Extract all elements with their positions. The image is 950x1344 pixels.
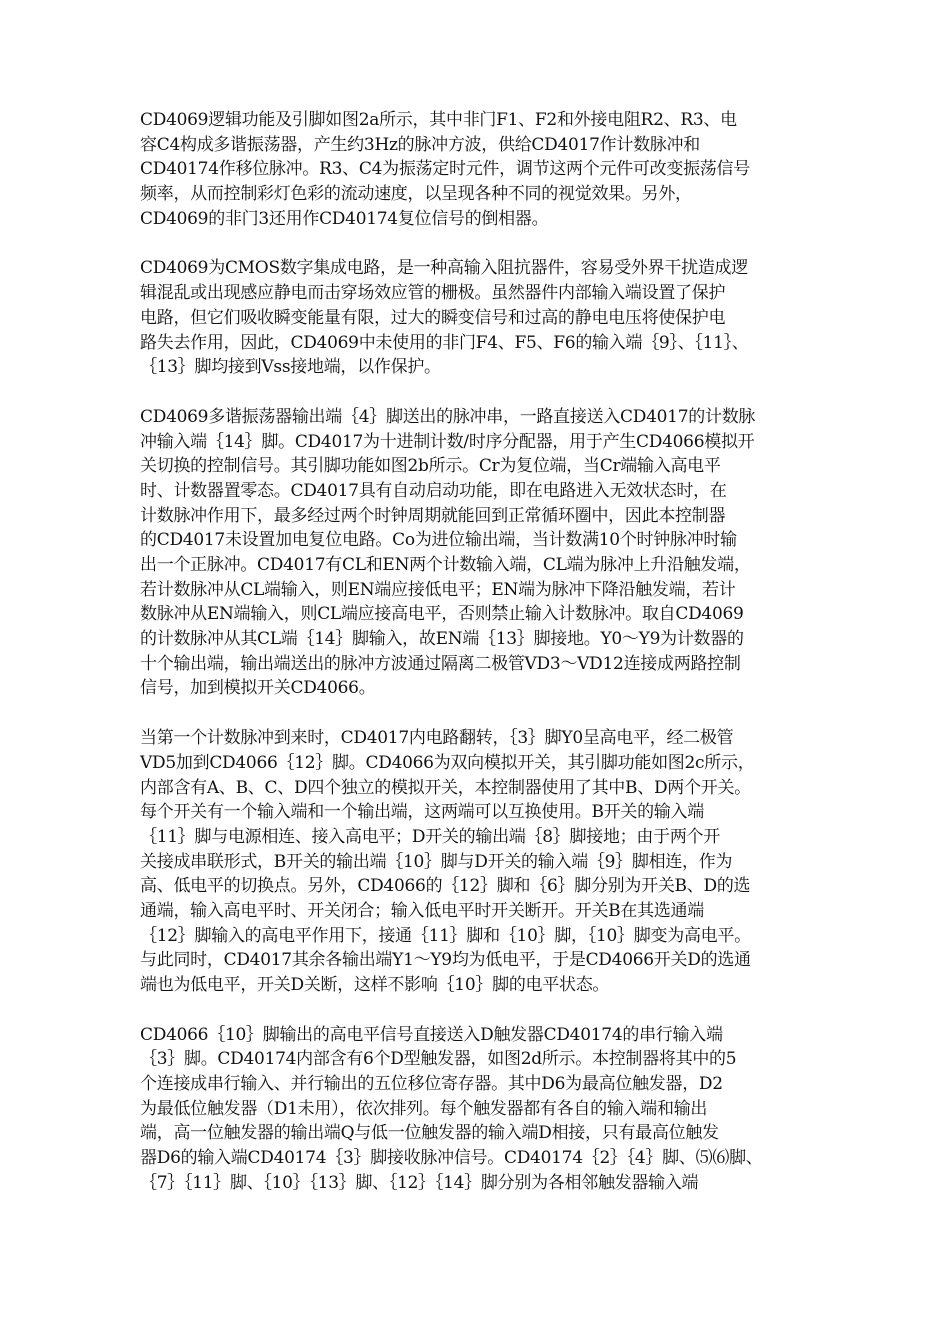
text-line: 时、计数器置零态。CD4017具有自动启动功能，即在电路进入无效状态时，在	[140, 480, 727, 501]
text-line: VD5加到CD4066｛12｝脚。CD4066为双向模拟开关，其引脚功能如图2c所示，	[140, 752, 755, 773]
text-line: 器D6的输入端CD40174｛3｝脚接收脉冲信号。CD40174｛2｝｛4｝脚、⑸⑹脚、	[140, 1148, 763, 1169]
text-line: ｛11｝脚与电源相连、接入高电平；D开关的输出端｛8｝脚接地；由于两个开	[140, 826, 720, 847]
document-body	[140, 108, 830, 1221]
text-line: 每个开关有一个输入端和一个输出端，这两端可以互换使用。B开关的输入端	[140, 802, 704, 823]
text-line: 辑混乱或出现感应静电而击穿场效应管的栅极。虽然器件内部输入端设置了保护	[140, 283, 726, 304]
text-line: 频率，从而控制彩灯色彩的流动速度，以呈现各种不同的视觉效果。另外，	[140, 184, 692, 205]
text-line: 的CD4017未设置加电复位电路。Co为进位输出端，当计数满10个时钟脉冲时输	[140, 530, 737, 551]
text-line: 内部含有A、B、C、D四个独立的模拟开关，本控制器使用了其中B、D两个开关。	[140, 777, 751, 798]
text-line: 高、低电平的切换点。另外，CD4066的｛12｝脚和｛6｝脚分别为开关B、D的选	[140, 876, 751, 897]
text-line: 为最低位触发器（D1未用），依次排列。每个触发器都有各自的输入端和输出	[140, 1098, 708, 1119]
text-line: CD4069的非门3还用作CD40174复位信号的倒相器。	[140, 208, 549, 229]
text-line: 的计数脉冲从其CL端｛14｝脚输入，故EN端｛13｝脚接地。Y0～Y9为计数器的	[140, 629, 744, 650]
text-line: 与此同时，CD4017其余各输出端Y1～Y9均为低电平，于是CD4066开关D的选通	[140, 950, 751, 971]
text-line: 十个输出端，输出端送出的脉冲方波通过隔离二极管VD3～VD12连接成两路控制	[140, 653, 741, 674]
text-line: 当第一个计数脉冲到来时，CD4017内电路翻转，｛3｝脚Y0呈高电平，经二极管	[140, 728, 734, 749]
paragraph-2	[140, 256, 830, 379]
text-line: 个连接成串行输入、并行输出的五位移位寄存器。其中D6为最高位触发器，D2	[140, 1074, 723, 1095]
paragraph-5	[140, 1023, 830, 1196]
text-line: 数脉冲从EN端输入，则CL端应接高电平，否则禁止输入计数脉冲。取自CD4069	[140, 604, 744, 625]
text-line: 通端，输入高电平时、开关闭合；输入低电平时开关断开。开关B在其选通端	[140, 900, 704, 921]
text-line: 电路，但它们吸收瞬变能量有限，过大的瞬变信号和过高的静电电压将使保护电	[140, 307, 726, 328]
text-line: 端，高一位触发器的输出端Q与低一位触发器的输入端D相接，只有最高位触发	[140, 1123, 719, 1144]
text-line: 冲输入端｛14｝脚。CD4017为十进制计数/时序分配器，用于产生CD4066模拟开	[140, 431, 755, 452]
text-line: ｛12｝脚输入的高电平作用下，接通｛11｝脚和｛10｝脚，｛10｝脚变为高电平。	[140, 925, 751, 946]
text-line: ｛7｝｛11｝脚、｛10｝｛13｝脚、｛12｝｛14｝脚分别为各相邻触发器输入端	[140, 1172, 699, 1193]
paragraph-1	[140, 108, 830, 231]
paragraph-4	[140, 726, 830, 998]
text-line: 容C4构成多谐振荡器，产生约3Hz的脉冲方波，供给CD4017作计数脉冲和	[140, 134, 700, 155]
text-line: 出一个正脉冲。CD4017有CL和EN两个计数输入端，CL端为脉冲上升沿触发端，	[140, 555, 751, 575]
text-line: 路失去作用，因此，CD4069中未使用的非门F4、F5、F6的输入端｛9｝、｛11｝、	[140, 332, 749, 353]
text-line: 端也为低电平，开关D关断，这样不影响｛10｝脚的电平状态。	[140, 975, 610, 995]
text-line: ｛3｝脚。CD40174内部含有6个D型触发器，如图2d所示。本控制器将其中的5	[140, 1049, 737, 1070]
text-line: 计数脉冲作用下，最多经过两个时钟周期就能回到正常循环圈中，因此本控制器	[140, 505, 726, 526]
text-line: ｛13｝脚均接到Vss接地端，以作保护。	[140, 357, 441, 378]
text-line: CD4066｛10｝脚输出的高电平信号直接送入D触发器CD40174的串行输入端	[140, 1024, 723, 1045]
text-line: CD4069逻辑功能及引脚如图2a所示，其中非门F1、F2和外接电阻R2、R3、电	[140, 110, 737, 130]
text-line: CD4069为CMOS数字集成电路，是一种高输入阻抗器件，容易受外界干扰造成逻	[140, 258, 748, 279]
paragraph-3	[140, 405, 830, 701]
text-line: CD40174作移位脉冲。R3、C4为振荡定时元件，调节这两个元件可改变振荡信号	[140, 159, 750, 180]
text-line: CD4069多谐振荡器输出端｛4｝脚送出的脉冲串，一路直接送入CD4017的计数脉	[140, 406, 756, 427]
text-line: 关接成串联形式，B开关的输出端｛10｝脚与D开关的输入端｛9｝脚相连，作为	[140, 851, 733, 872]
text-line: 关切换的控制信号。其引脚功能如图2b所示。Cr为复位端，当Cr端输入高电平	[140, 456, 721, 477]
text-line: 若计数脉冲从CL端输入，则EN端应接低电平；EN端为脉冲下降沿触发端，若计	[140, 579, 736, 600]
text-line: 信号，加到模拟开关CD4066。	[140, 678, 376, 699]
